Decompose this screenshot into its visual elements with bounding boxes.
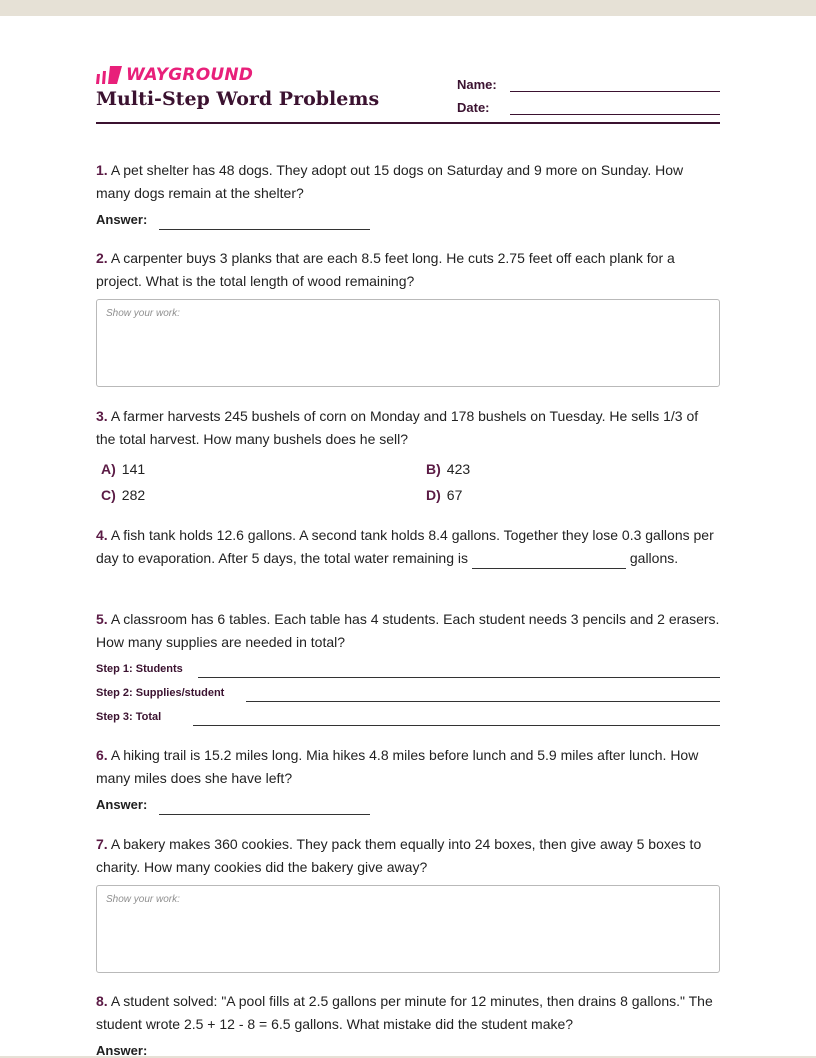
work-placeholder: Show your work: — [106, 894, 180, 905]
answer-field-6[interactable] — [159, 814, 370, 815]
question-number: 2. — [96, 250, 108, 266]
question-number: 8. — [96, 993, 108, 1009]
choice-value: 141 — [121, 461, 146, 477]
question-7 — [96, 833, 720, 878]
answer-field-1[interactable] — [159, 229, 370, 230]
choice-value: 67 — [446, 487, 463, 503]
question-text: A hiking trail is 15.2 miles long. Mia hikes 4.8 miles before lunch and 5.9 miles after lunch. How many miles does she have left? — [96, 747, 699, 786]
name-field[interactable] — [510, 91, 720, 92]
question-text: A student solved: "A pool fills at 2.5 gallons per minute for 12 minutes, then drains 8 gallons." The student wrote 2.5 + 12 - 8 = 6.5 gallons. What mistake did the student make? — [96, 993, 713, 1032]
choice-letter: B) — [426, 461, 441, 477]
choice-letter: A) — [101, 461, 116, 477]
step-1-field[interactable] — [198, 677, 720, 678]
choice-letter: C) — [101, 487, 116, 503]
question-number: 3. — [96, 408, 108, 424]
date-field[interactable] — [510, 114, 720, 115]
work-box-7[interactable] — [96, 885, 720, 973]
question-4 — [96, 524, 720, 569]
choice-d[interactable] — [426, 487, 462, 503]
brand-logo — [96, 64, 253, 86]
choice-b[interactable] — [426, 461, 470, 477]
choice-letter: D) — [426, 487, 441, 503]
answer-label: Answer: — [96, 797, 148, 812]
answer-label: Answer: — [96, 1043, 148, 1058]
header-divider — [96, 122, 720, 124]
work-box-2[interactable] — [96, 299, 720, 387]
question-8 — [96, 990, 720, 1035]
choice-c[interactable] — [101, 487, 145, 503]
question-3 — [96, 405, 720, 450]
date-label: Date: — [457, 100, 490, 115]
step-1-label: Step 1: Students — [96, 663, 183, 675]
question-5 — [96, 608, 720, 653]
work-placeholder: Show your work: — [106, 308, 180, 319]
question-text: A classroom has 6 tables. Each table has 4 students. Each student needs 3 pencils and 2 erasers. How many supplies are needed in total? — [96, 611, 720, 650]
step-3-label: Step 3: Total — [96, 711, 162, 723]
step-2-field[interactable] — [246, 701, 720, 702]
name-label: Name: — [457, 77, 497, 92]
answer-label: Answer: — [96, 212, 148, 227]
question-6 — [96, 744, 720, 789]
question-number: 6. — [96, 747, 108, 763]
fill-in-blank[interactable] — [472, 554, 626, 569]
question-text-after: gallons. — [629, 549, 679, 566]
choice-a[interactable] — [101, 461, 145, 477]
question-text: A fish tank holds 12.6 gallons. A second tank holds 8.4 gallons. Together they lose 0.3 gallons per day to evaporation. After 5 days, the total water remaining is — [96, 527, 714, 566]
question-1 — [96, 159, 720, 204]
question-text: A bakery makes 360 cookies. They pack them equally into 24 boxes, then give away 5 boxes to charity. How many cookies did the bakery give away? — [96, 836, 702, 875]
step-2-label: Step 2: Supplies/student — [96, 687, 225, 699]
step-3-field[interactable] — [193, 725, 720, 726]
question-number: 5. — [96, 611, 108, 627]
question-text: A carpenter buys 3 planks that are each 8.5 feet long. He cuts 2.75 feet off each plank for a project. What is the total length of wood remaining? — [96, 250, 675, 289]
question-number: 7. — [96, 836, 108, 852]
question-text: A farmer harvests 245 bushels of corn on Monday and 178 bushels on Tuesday. He sells 1/3 of the total harvest. How many bushels does he sell? — [96, 408, 699, 447]
question-2 — [96, 247, 720, 292]
brand-name: WAYGROUND — [126, 65, 254, 85]
page-title: Multi-Step Word Problems — [96, 88, 380, 110]
choice-value: 282 — [121, 487, 146, 503]
choice-value: 423 — [446, 461, 471, 477]
question-number: 4. — [96, 527, 108, 543]
question-text: A pet shelter has 48 dogs. They adopt out 15 dogs on Saturday and 9 more on Sunday. How many dogs remain at the shelter? — [96, 162, 684, 201]
wayground-logo-icon — [96, 66, 122, 84]
question-number: 1. — [96, 162, 108, 178]
